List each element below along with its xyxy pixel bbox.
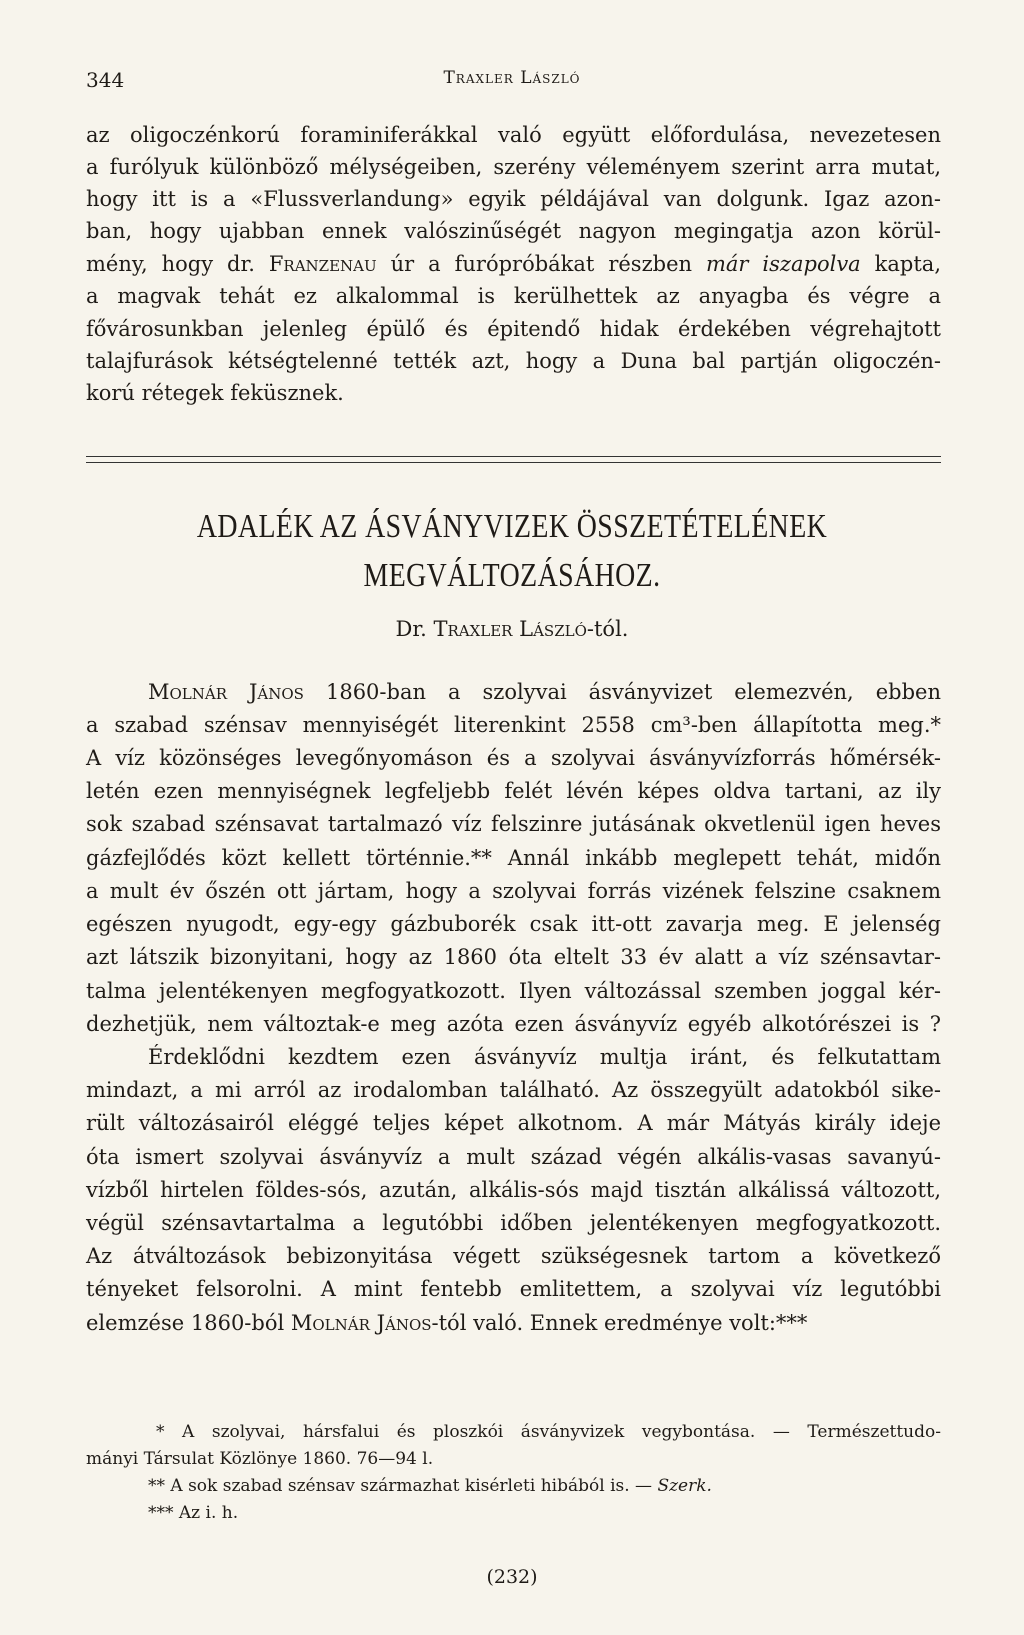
text-line: a magvak tehát ez alkalommal is kerülhettek az anyagba és végre a [86,284,941,308]
footnote: * A szolyvai, hársfalui és ploszkói ásványvizek vegybontása. — Természettudo- [156,1422,941,1442]
text-line: elemzése 1860-ból Molnár János-tól való. Ennek eredménye volt:*** [86,1311,808,1335]
text-line: tényeket felsorolni. A mint fentebb emlitettem, a szolyvai víz legutóbbi [86,1277,941,1301]
text-line: ban, hogy ujabban ennek valószinűségét nagyon megingatja azon körül- [86,219,941,243]
text-line: Molnár János 1860-ban a szolyvai ásványvizet elemezvén, ebben [148,680,942,704]
text-line: rült változásairól eléggé teljes képet alkotnom. A már Mátyás király ideje [86,1111,941,1135]
page-header [0,60,1024,90]
page-number: 344 [86,68,125,92]
text-line: Érdeklődni kezdtem ezen ásványvíz multja iránt, és felkutattam [148,1045,941,1069]
footnote: ** A sok szabad szénsav származhat kisérleti hibából is. — Szerk. [148,1476,712,1496]
text-line: talma jelentékenyen megfogyatkozott. Ilyen változással szemben joggal kér- [86,979,941,1003]
article-title: MEGVÁLTOZÁSÁHOZ. [363,557,661,594]
text-line: a szabad szénsav mennyiségét literenkint 2558 cm³-ben állapította meg.* [86,713,941,737]
footnote: *** Az i. h. [148,1503,239,1523]
text-line: sok szabad szénsavat tartalmazó víz felszinre jutásának okvetlenül igen heves [86,812,941,836]
text-line: gázfejlődés közt kellett történnie.** Annál inkább meglepett tehát, midőn [86,846,941,870]
text-line: korú rétegek feküsznek. [86,381,344,405]
text-line: mindazt, a mi arról az irodalomban található. Az összegyült adatokból sike- [86,1078,941,1102]
text-line: a mult év őszén ott jártam, hogy a szolyvai forrás vizének felszine csaknem [86,879,941,903]
divider-rule [86,456,941,457]
text-line: A víz közönséges levegőnyomáson és a szolyvai ásványvízforrás hőmérsék- [86,746,941,770]
text-line: az oligoczénkorú foraminiferákkal való együtt előfordulása, nevezetesen [86,123,941,147]
text-line: vízből hirtelen földes-sós, azután, alkális-sós majd tisztán alkálissá változott, [86,1178,941,1202]
text-line: óta ismert szolyvai ásványvíz a mult század végén alkális-vasas savanyú- [86,1145,941,1169]
article-byline: Dr. Traxler László-tól. [395,617,629,641]
running-head: Traxler László [443,68,581,88]
text-line: dezhetjük, nem változtak-e meg azóta ezen ásványvíz egyéb alkotórészei is ? [86,1012,941,1036]
divider-rule [86,462,941,463]
text-line: Az átváltozások bebizonyitása végett szükségesnek tartom a következő [86,1244,941,1268]
text-line: végül szénsavtartalma a legutóbbi időben jelentékenyen megfogyatkozott. [86,1211,941,1235]
text-line: mény, hogy dr. Franzenau úr a furópróbákat részben már iszapolva kapta, [86,252,941,276]
text-line: talajfurások kétségtelenné tették azt, hogy a Duna bal partján oligoczén- [86,349,941,373]
text-line: azt látszik bizonyitani, hogy az 1860 óta eltelt 33 év alatt a víz szénsavtar- [86,945,941,969]
footnote: mányi Társulat Közlönye 1860. 76—94 l. [86,1449,434,1469]
text-line: letén ezen mennyiségnek legfeljebb felét lévén képes oldva tartani, az ily [86,779,941,803]
text-line: egészen nyugodt, egy-egy gázbuborék csak itt-ott zavarja meg. E jelenség [86,912,941,936]
text-line: fővárosunkban jelenleg épülő és épitendő hidak érdekében végrehajtott [86,317,941,341]
article-title: ADALÉK AZ ÁSVÁNYVIZEK ÖSSZETÉTELÉNEK [196,508,828,545]
text-line: a furólyuk különböző mélységeiben, szerény véleményem szerint arra mutat, [86,155,941,179]
sheet-number: (232) [486,1566,538,1588]
text-line: hogy itt is a «Flussverlandung» egyik példájával van dolgunk. Igaz azon- [86,187,941,211]
